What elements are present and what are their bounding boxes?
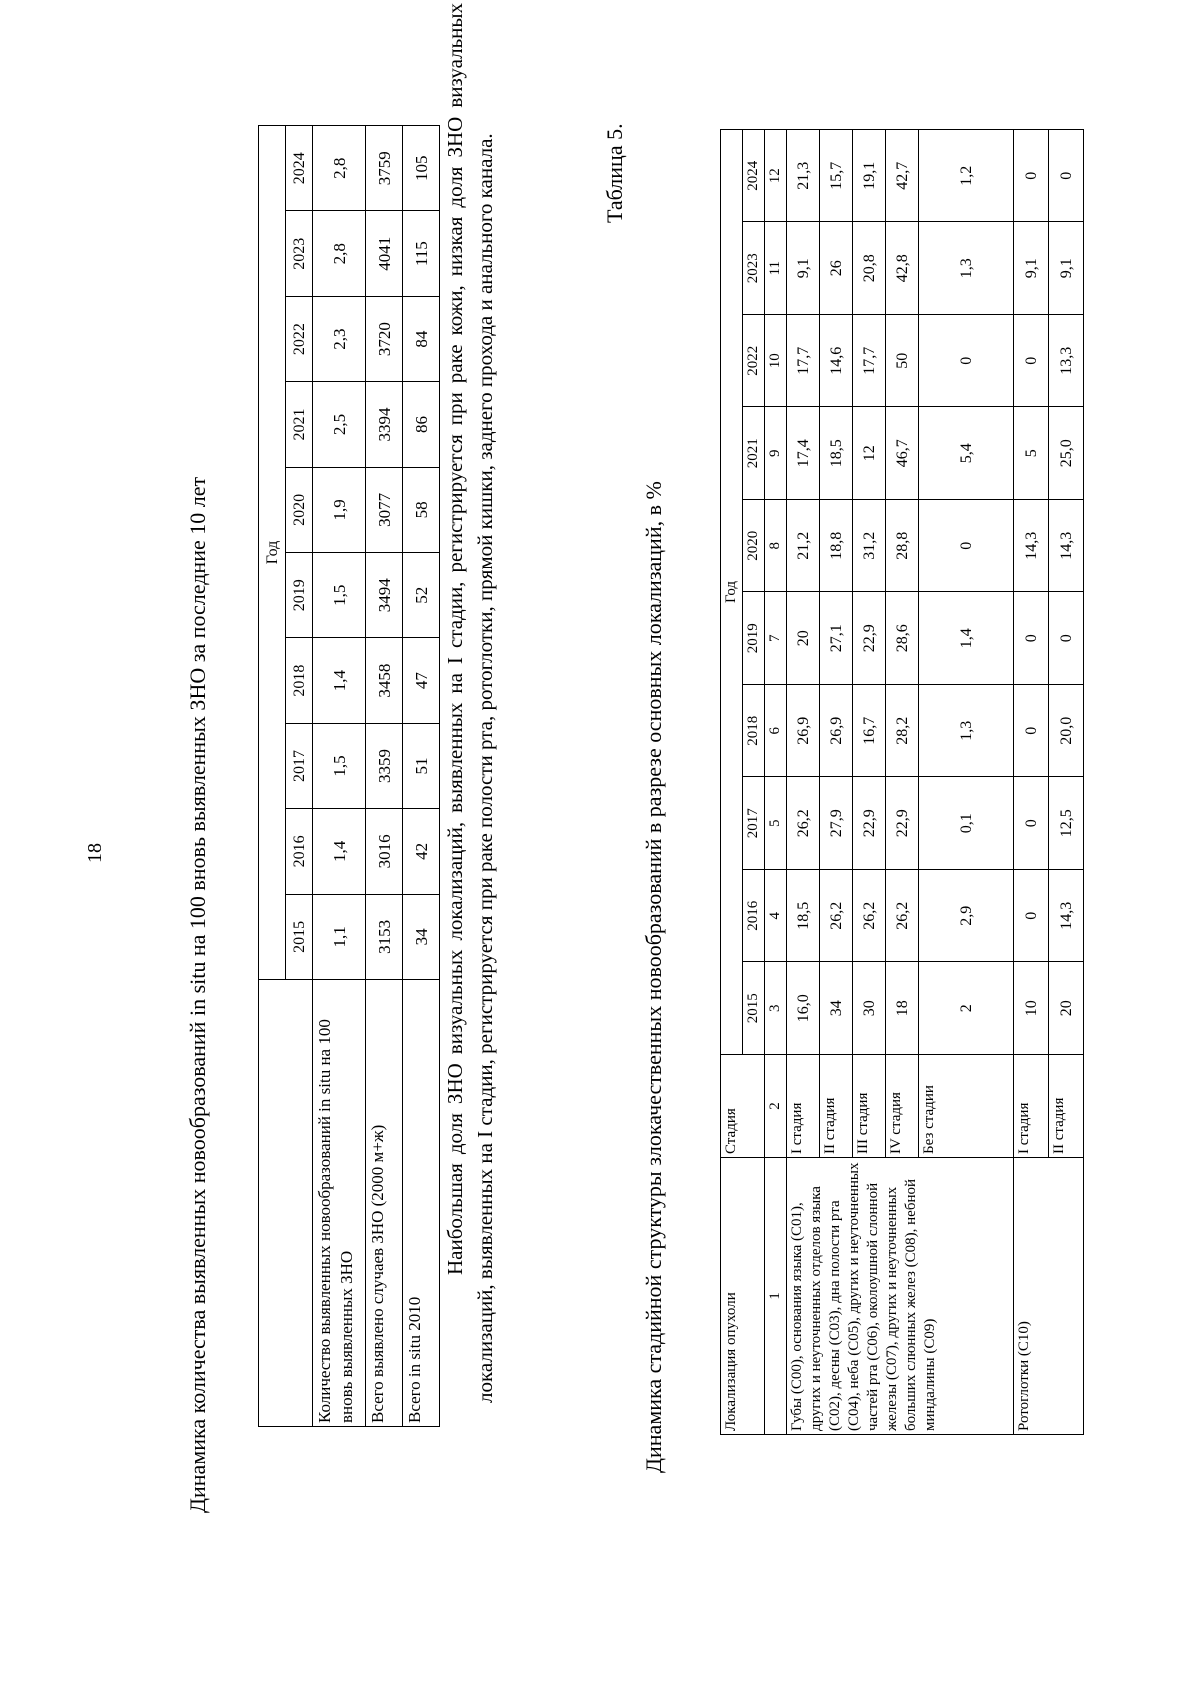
table-cell: 3494 xyxy=(366,553,403,638)
table-cell: 18,5 xyxy=(820,407,853,500)
year-cell: 2019 xyxy=(286,553,313,638)
year-cell: 2023 xyxy=(743,222,765,315)
year-cell: 2021 xyxy=(286,382,313,467)
table-cell: 51 xyxy=(403,723,440,808)
table-cell: 5,4 xyxy=(919,407,1014,500)
stage-cell: Без стадии xyxy=(919,1055,1014,1158)
table-cell: 2,3 xyxy=(313,296,366,381)
table-cell: 25,0 xyxy=(1049,407,1084,500)
year-cell: 2024 xyxy=(743,130,765,223)
year-cell: 2023 xyxy=(286,211,313,296)
table-cell: 0 xyxy=(1049,592,1084,685)
table-cell: 5 xyxy=(1014,407,1049,500)
year-cell: 2015 xyxy=(286,894,313,979)
table-row xyxy=(366,126,403,1427)
table-cell: 0 xyxy=(1049,130,1084,223)
table-cell: 1,4 xyxy=(919,592,1014,685)
table-cell: 17,7 xyxy=(853,315,886,408)
table-cell: 9,1 xyxy=(1049,222,1084,315)
table-cell: 3153 xyxy=(366,894,403,979)
table5-number: Таблица 5. xyxy=(602,123,627,223)
table-cell: 1,3 xyxy=(919,222,1014,315)
year-cell: 2024 xyxy=(286,126,313,211)
table-cell: 42,8 xyxy=(886,222,919,315)
row-label: Количество выявленных новообразований in situ на 100 вновь выявленных ЗНО xyxy=(313,980,366,1427)
table-cell: 26,9 xyxy=(820,685,853,778)
table-cell: 0 xyxy=(919,500,1014,593)
table5 xyxy=(720,129,1084,1435)
year-cell: 2021 xyxy=(743,407,765,500)
table-cell: 9,1 xyxy=(1014,222,1049,315)
table-cell: 9,1 xyxy=(787,222,820,315)
table-cell: 3720 xyxy=(366,296,403,381)
table-cell: 22,9 xyxy=(853,777,886,870)
table-cell: 14,3 xyxy=(1014,500,1049,593)
table-cell: 3458 xyxy=(366,638,403,723)
table-cell: 4041 xyxy=(366,211,403,296)
table-header-row xyxy=(721,130,743,1435)
table-cell: 0 xyxy=(919,315,1014,408)
column-number: 5 xyxy=(765,777,787,870)
year-cell: 2018 xyxy=(286,638,313,723)
table-cell: 3759 xyxy=(366,126,403,211)
table-cell: 0,1 xyxy=(919,777,1014,870)
table-row xyxy=(403,126,440,1427)
year-cell: 2019 xyxy=(743,592,765,685)
table-row xyxy=(313,126,366,1427)
stage-cell: IV стадия xyxy=(886,1055,919,1158)
table-cell: 86 xyxy=(403,382,440,467)
table-cell: 3394 xyxy=(366,382,403,467)
table-cell: 0 xyxy=(1014,777,1049,870)
table-cell: 1,3 xyxy=(919,685,1014,778)
year-cell: 2018 xyxy=(743,685,765,778)
table-cell: 10 xyxy=(1014,962,1049,1055)
stage-cell: II стадия xyxy=(1049,1055,1084,1158)
column-number-row xyxy=(765,130,787,1435)
year-cell: 2017 xyxy=(743,777,765,870)
table-cell: 42 xyxy=(403,809,440,894)
page-number: 18 xyxy=(84,843,106,863)
table-cell: 2,8 xyxy=(313,126,366,211)
table-cell: 1,4 xyxy=(313,638,366,723)
table-cell: 105 xyxy=(403,126,440,211)
table-cell: 0 xyxy=(1014,685,1049,778)
year-header: Год xyxy=(721,130,743,1055)
year-cell: 2016 xyxy=(743,870,765,963)
table-cell: 0 xyxy=(1014,130,1049,223)
table-cell: 2,5 xyxy=(313,382,366,467)
table-cell: 16,7 xyxy=(853,685,886,778)
table-cell: 26,2 xyxy=(787,777,820,870)
column-number: 11 xyxy=(765,222,787,315)
localization-cell: Ротоглотки (С10) xyxy=(1014,1158,1084,1435)
body-paragraph: Наибольшая доля ЗНО визуальных локализаций, выявленных на I стадии, регистрируется при раке кожи, низкая доля ЗНО визуальных локализаций, выявленных на I стадии, регистрируется при раке полости рта, ротоглотки, прямой кишки, заднего прохода и анального канала. xyxy=(443,3,497,1403)
table-cell: 21,3 xyxy=(787,130,820,223)
table-cell: 1,9 xyxy=(313,467,366,552)
table-cell: 50 xyxy=(886,315,919,408)
table-cell: 26,2 xyxy=(886,870,919,963)
table-cell: 46,7 xyxy=(886,407,919,500)
table-cell: 1,5 xyxy=(313,553,366,638)
row-label: Всего in situ 2010 xyxy=(403,980,440,1427)
table-cell: 42,7 xyxy=(886,130,919,223)
table-cell: 26,2 xyxy=(853,870,886,963)
column-number: 10 xyxy=(765,315,787,408)
year-cell: 2016 xyxy=(286,809,313,894)
year-header: Год xyxy=(259,126,286,980)
table-cell: 26 xyxy=(820,222,853,315)
table-cell: 18,8 xyxy=(820,500,853,593)
localization-cell: Губы (С00), основания языка (С01), других и неуточненных отделов языка (С02), десны (С03), дна полости рта (С04), неба (С05), других и неуточненных частей рта (С06), околоушной слонной железы (С07), других и неуточненных больших слюнных желез (С08), небной миндалины (С09) xyxy=(787,1158,1014,1435)
table-cell: 12 xyxy=(853,407,886,500)
table-cell: 18,5 xyxy=(787,870,820,963)
table-cell: 1,5 xyxy=(313,723,366,808)
table-cell: 1,4 xyxy=(313,809,366,894)
column-number: 1 xyxy=(765,1158,787,1435)
table-cell: 0 xyxy=(1014,870,1049,963)
year-cell: 2022 xyxy=(286,296,313,381)
table-cell: 14,3 xyxy=(1049,500,1084,593)
stage-header: Стадия xyxy=(721,1055,765,1158)
row-label: Всего выявлено случаев ЗНО (2000 м+ж) xyxy=(366,980,403,1427)
table-cell: 2 xyxy=(919,962,1014,1055)
table-cell: 27,9 xyxy=(820,777,853,870)
table-cell: 84 xyxy=(403,296,440,381)
column-number: 12 xyxy=(765,130,787,223)
column-number: 7 xyxy=(765,592,787,685)
stage-cell: III стадия xyxy=(853,1055,886,1158)
table-cell: 21,2 xyxy=(787,500,820,593)
column-number: 3 xyxy=(765,962,787,1055)
year-cell: 2017 xyxy=(286,723,313,808)
table-cell: 12,5 xyxy=(1049,777,1084,870)
table-cell: 20 xyxy=(787,592,820,685)
table-cell: 16,0 xyxy=(787,962,820,1055)
column-number: 6 xyxy=(765,685,787,778)
table-cell: 31,2 xyxy=(853,500,886,593)
table-cell: 2,9 xyxy=(919,870,1014,963)
table-header-cell xyxy=(259,980,313,1427)
table-cell: 19,1 xyxy=(853,130,886,223)
year-cell: 2015 xyxy=(743,962,765,1055)
table-cell: 14,3 xyxy=(1049,870,1084,963)
table-cell: 0 xyxy=(1014,592,1049,685)
table-cell: 1,1 xyxy=(313,894,366,979)
table-cell: 3016 xyxy=(366,809,403,894)
table-cell: 27,1 xyxy=(820,592,853,685)
table-cell: 22,9 xyxy=(853,592,886,685)
column-number: 4 xyxy=(765,870,787,963)
year-cell: 2020 xyxy=(743,500,765,593)
localization-header: Локализация опухоли xyxy=(721,1158,765,1435)
table-cell: 20 xyxy=(1049,962,1084,1055)
table-cell: 14,6 xyxy=(820,315,853,408)
table4 xyxy=(258,125,440,1427)
column-number: 8 xyxy=(765,500,787,593)
table-row xyxy=(787,130,820,1435)
table-cell: 28,6 xyxy=(886,592,919,685)
year-cell: 2020 xyxy=(286,467,313,552)
table-cell: 13,3 xyxy=(1049,315,1084,408)
table-cell: 22,9 xyxy=(886,777,919,870)
table-cell: 17,4 xyxy=(787,407,820,500)
column-number: 9 xyxy=(765,407,787,500)
table-cell: 0 xyxy=(1014,315,1049,408)
table-cell: 15,7 xyxy=(820,130,853,223)
table-cell: 20,0 xyxy=(1049,685,1084,778)
table-cell: 18 xyxy=(886,962,919,1055)
stage-cell: II стадия xyxy=(820,1055,853,1158)
table-header-row xyxy=(259,126,286,1427)
table-cell: 52 xyxy=(403,553,440,638)
stage-cell: I стадия xyxy=(1014,1055,1049,1158)
column-number: 2 xyxy=(765,1055,787,1158)
table-cell: 17,7 xyxy=(787,315,820,408)
table-cell: 28,8 xyxy=(886,500,919,593)
table-cell: 20,8 xyxy=(853,222,886,315)
table-cell: 1,2 xyxy=(919,130,1014,223)
table-cell: 26,9 xyxy=(787,685,820,778)
table-cell: 30 xyxy=(853,962,886,1055)
table-cell: 28,2 xyxy=(886,685,919,778)
table-cell: 3359 xyxy=(366,723,403,808)
table-cell: 115 xyxy=(403,211,440,296)
stage-cell: I стадия xyxy=(787,1055,820,1158)
table-cell: 47 xyxy=(403,638,440,723)
table4-caption: Динамика количества выявленных новообразований in situ на 100 вновь выявленных ЗНО за последние 10 лет xyxy=(185,476,210,1513)
table-cell: 2,8 xyxy=(313,211,366,296)
table-cell: 3077 xyxy=(366,467,403,552)
table5-caption: Динамика стадийной структуры злокачественных новообразований в разрезе основных локализаций, в % xyxy=(641,481,666,1473)
table-cell: 58 xyxy=(403,467,440,552)
table-cell: 34 xyxy=(403,894,440,979)
year-cell: 2022 xyxy=(743,315,765,408)
table-row xyxy=(1014,130,1049,1435)
table-cell: 26,2 xyxy=(820,870,853,963)
table-cell: 34 xyxy=(820,962,853,1055)
